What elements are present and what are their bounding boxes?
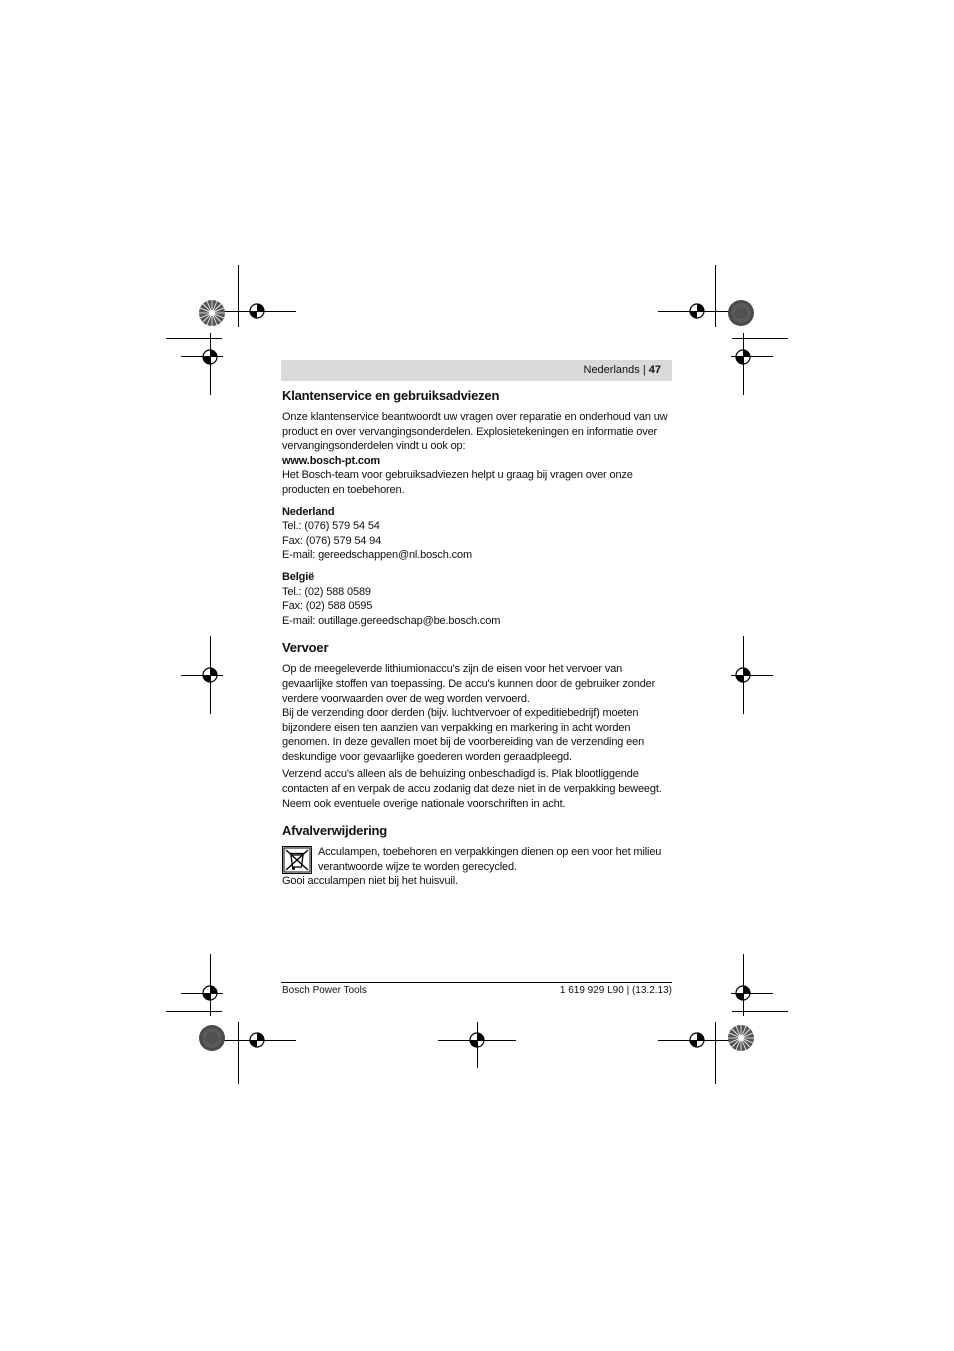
registration-target-icon xyxy=(244,298,270,324)
registration-target-icon xyxy=(730,662,756,688)
transport-paragraph-1: Op de meegeleverde lithiumionaccu's zijn de eisen voor het vervoer van gevaarlijke stoffen van toepassing. De accu's kunnen door de gebruiker zonder verdere voorwaarden over de weg worden vervoerd. xyxy=(282,663,656,705)
registration-target-icon xyxy=(464,1027,490,1053)
registration-target-icon xyxy=(730,980,756,1006)
registration-target-icon xyxy=(197,980,223,1006)
star-target-icon xyxy=(727,1024,755,1052)
country-netherlands: Nederland xyxy=(282,505,335,518)
website-link[interactable]: www.bosch-pt.com xyxy=(282,454,381,467)
footer-brand: Bosch Power Tools xyxy=(282,985,367,996)
be-phone: Tel.: (02) 588 0589 xyxy=(282,585,371,598)
grey-patch-icon xyxy=(727,299,755,327)
transport-paragraph-4: Neem ook eventuele overige nationale voorschriften in acht. xyxy=(282,797,566,810)
star-target-icon xyxy=(198,299,226,327)
page-content xyxy=(282,388,674,889)
service-intro: Onze klantenservice beantwoordt uw vragen over reparatie en onderhoud van uw product en over vervangingsonderdelen. Explosietekeningen en informatie over vervangingsonderdelen vindt u ook op: xyxy=(282,411,668,453)
crop-line xyxy=(238,265,239,327)
section-title-disposal: Afvalverwijdering xyxy=(282,823,387,839)
disposal-paragraph-2: Gooi acculampen niet bij het huisvuil. xyxy=(282,875,458,888)
section-customer-service xyxy=(282,388,674,628)
be-fax: Fax: (02) 588 0595 xyxy=(282,600,373,613)
registration-target-icon xyxy=(730,344,756,370)
transport-paragraph-3: Verzend accu's alleen als de behuizing onbeschadigd is. Plak blootliggende contacten af en verpak de accu zodanig dat deze niet in de verpakking beweegt. xyxy=(282,768,662,796)
service-advice: Het Bosch-team voor gebruiksadviezen helpt u graag bij vragen over onze producten en toebehoren. xyxy=(282,469,633,496)
country-belgium: België xyxy=(282,570,315,583)
crossed-out-wheelie-bin-icon xyxy=(282,846,312,874)
header-separator: | xyxy=(642,364,649,376)
nl-email[interactable]: E-mail: gereedschappen@nl.bosch.com xyxy=(282,549,472,562)
crop-line xyxy=(715,265,716,327)
nl-fax: Fax: (076) 579 54 94 xyxy=(282,534,382,547)
crop-line xyxy=(238,1022,239,1084)
nl-phone: Tel.: (076) 579 54 54 xyxy=(282,520,380,533)
be-email[interactable]: E-mail: outillage.gereedschap@be.bosch.com xyxy=(282,614,501,627)
registration-target-icon xyxy=(197,662,223,688)
section-disposal xyxy=(282,823,674,889)
registration-target-icon xyxy=(684,1027,710,1053)
transport-paragraph-2: Bij de verzending door derden (bijv. luchtvervoer of expeditiebedrijf) moeten bijzondere eisen ten aanzien van verpakking en markering in acht worden genomen. In deze gevallen moet bij de voorbereiding van de verzending een deskundige voor gevaarlijke goederen worden geraadpleegd. xyxy=(282,707,645,763)
page-header xyxy=(281,360,672,381)
registration-target-icon xyxy=(684,298,710,324)
section-title-transport: Vervoer xyxy=(282,640,329,656)
disposal-notice xyxy=(282,845,674,874)
crop-line xyxy=(732,338,788,339)
grey-patch-icon xyxy=(198,1024,226,1052)
crop-line xyxy=(715,1022,716,1084)
footer-doc-number: 1 619 929 L90 | (13.2.13) xyxy=(559,985,672,996)
header-label xyxy=(584,360,673,381)
section-title-customer-service: Klantenservice en gebruiksadviezen xyxy=(282,388,500,403)
disposal-paragraph-1: Acculampen, toebehoren en verpakkingen dienen op een voor het milieu verantwoorde wijze te worden gerecycled. xyxy=(318,846,662,873)
crop-line xyxy=(732,1011,788,1012)
page-number: 47 xyxy=(648,364,661,376)
crop-line xyxy=(166,1011,222,1012)
footer-divider xyxy=(281,982,672,983)
crop-line xyxy=(166,338,222,339)
registration-target-icon xyxy=(244,1027,270,1053)
registration-target-icon xyxy=(197,344,223,370)
section-transport xyxy=(282,640,674,811)
header-language: Nederlands xyxy=(583,364,640,376)
